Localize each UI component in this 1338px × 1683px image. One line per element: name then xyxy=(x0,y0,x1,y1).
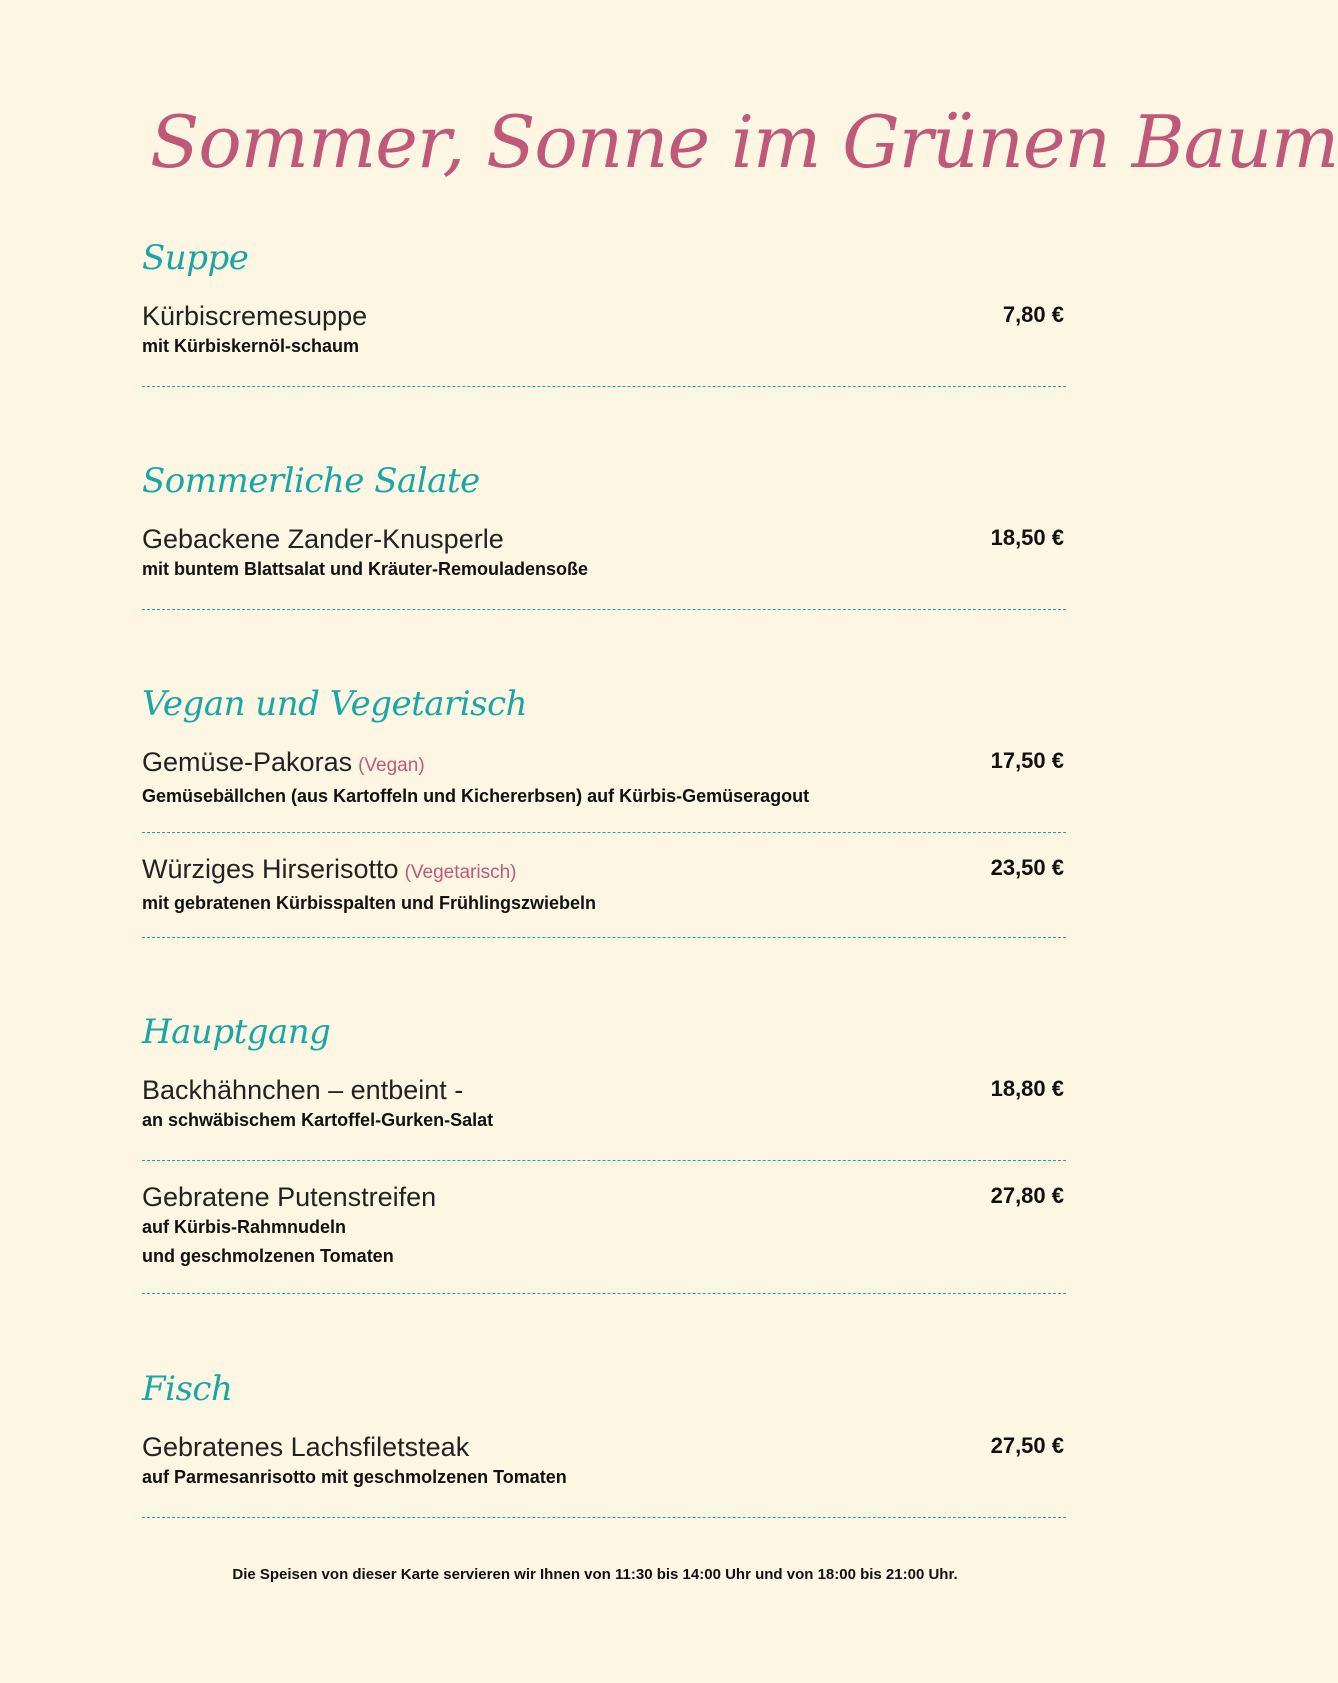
item-price: 18,50 € xyxy=(990,525,1064,550)
item-name: Gebratene Putenstreifen xyxy=(142,1182,437,1212)
item-description: Gemüsebällchen (aus Kartoffeln und Kichererbsen) auf Kürbis-Gemüseragout xyxy=(142,786,810,806)
menu-title: Sommer, Sonne im Grünen Baum xyxy=(150,100,1338,184)
menu-item xyxy=(142,300,1066,387)
menu-item xyxy=(142,1074,1066,1161)
item-description: auf Kürbis-Rahmnudeln und geschmolzenen Tomaten xyxy=(142,1217,394,1266)
section-title: Vegan und Vegetarisch xyxy=(142,684,528,724)
section-suppe xyxy=(142,228,1066,387)
item-price: 17,50 € xyxy=(990,748,1064,773)
menu-item xyxy=(142,746,1066,833)
section-title: Suppe xyxy=(142,238,249,278)
item-name: Würziges Hirserisotto (Vegetarisch) xyxy=(142,854,517,884)
item-tag: (Vegan) xyxy=(358,755,425,776)
menu-item xyxy=(142,1181,1066,1294)
item-price: 27,50 € xyxy=(990,1433,1064,1458)
item-name: Kürbiscremesuppe xyxy=(142,301,368,331)
section-salate xyxy=(142,451,1066,610)
item-tag: (Vegetarisch) xyxy=(404,862,517,883)
item-description: auf Parmesanrisotto mit geschmolzenen Tomaten xyxy=(142,1467,567,1487)
section-fisch xyxy=(142,1359,1066,1518)
item-price: 18,80 € xyxy=(990,1076,1064,1101)
menu-item xyxy=(142,1431,1066,1518)
section-vegan-vegetarisch xyxy=(142,674,1066,938)
item-price: 27,80 € xyxy=(990,1183,1064,1208)
section-hauptgang xyxy=(142,1002,1066,1294)
section-title: Sommerliche Salate xyxy=(142,461,480,501)
item-price: 23,50 € xyxy=(990,855,1064,880)
item-description: mit buntem Blattsalat und Kräuter-Remouladensoße xyxy=(142,559,589,579)
item-price: 7,80 € xyxy=(1002,302,1064,327)
item-name: Gebratenes Lachsfiletsteak xyxy=(142,1432,470,1462)
section-title: Fisch xyxy=(142,1369,233,1409)
item-description: mit gebratenen Kürbisspalten und Frühlingszwiebeln xyxy=(142,893,597,913)
item-name: Backhähnchen – entbeint - xyxy=(142,1075,464,1105)
item-description: mit Kürbiskernöl-schaum xyxy=(142,336,360,356)
item-name: Gebackene Zander-Knusperle xyxy=(142,524,504,554)
item-name: Gemüse-Pakoras (Vegan) xyxy=(142,747,425,777)
item-description: an schwäbischem Kartoffel-Gurken-Salat xyxy=(142,1110,494,1130)
menu-item xyxy=(142,853,1066,938)
menu-item xyxy=(142,523,1066,610)
section-title: Hauptgang xyxy=(142,1012,331,1052)
serving-hours-note: Die Speisen von dieser Karte servieren wir Ihnen von 11:30 bis 14:00 Uhr und von 18:00 bis 21:00 Uhr. xyxy=(232,1566,958,1583)
